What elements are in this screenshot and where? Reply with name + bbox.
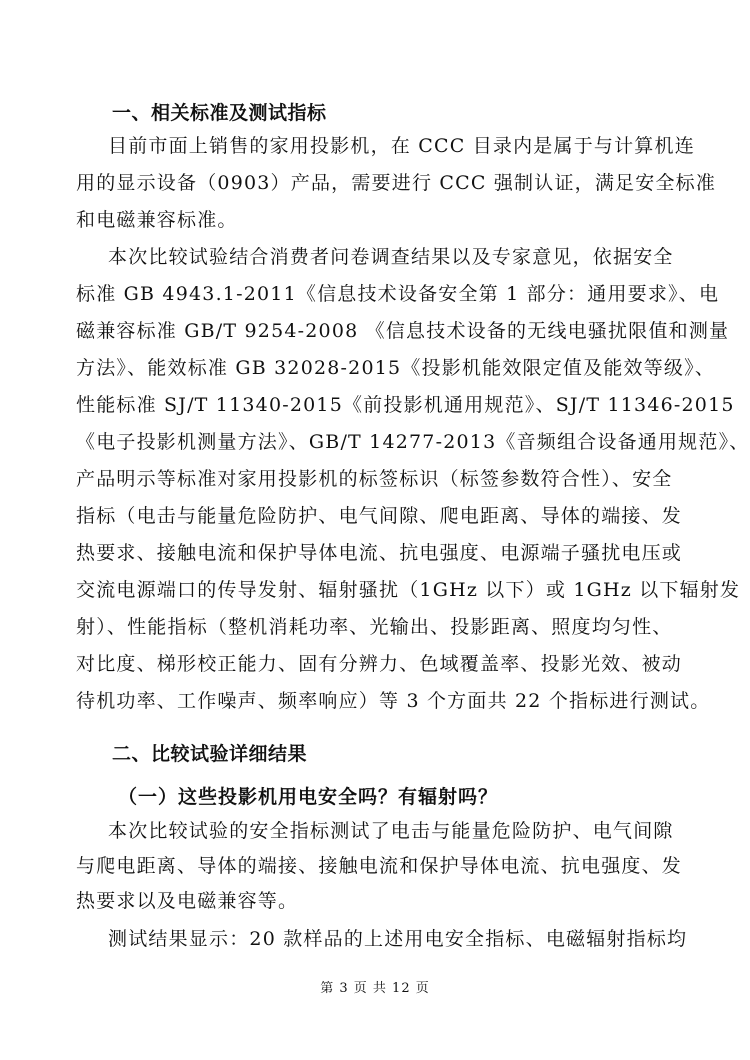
text-line: 对比度、梯形校正能力、固有分辨力、色域覆盖率、投影光效、被动 — [76, 653, 683, 675]
text-line: 本次比较试验的安全指标测试了电击与能量危险防护、电气间隙 — [108, 820, 674, 842]
section-2-subheading: （一）这些投影机用电安全吗？有辐射吗？ — [118, 786, 499, 808]
text-line: 热要求、接触电流和保护导体电流、抗电强度、电源端子骚扰电压或 — [76, 542, 683, 564]
text-line: 标准 GB 4943.1-2011《信息技术设备安全第 1 部分：通用要求》、电 — [76, 283, 720, 305]
text-line: 热要求以及电磁兼容等。 — [76, 890, 299, 912]
text-line: 指标（电击与能量危险防护、电气间隙、爬电距离、导体的端接、发 — [76, 505, 683, 527]
text-line: 待机功率、工作噪声、频率响应）等 3 个方面共 22 个指标进行测试。 — [76, 690, 711, 712]
text-line: 性能标准 SJ/T 11340-2015《前投影机通用规范》、SJ/T 11346-2015 — [76, 394, 735, 416]
text-line: 产品明示等标准对家用投影机的标签标识（标签参数符合性）、安全 — [76, 468, 673, 490]
text-line: 《电子投影机测量方法》、GB/T 14277-2013《音频组合设备通用规范》、 — [76, 431, 750, 453]
page-number-footer: 第 3 页 共 12 页 — [320, 981, 430, 996]
text-line: 测试结果显示：20 款样品的上述用电安全指标、电磁辐射指标均 — [108, 928, 688, 950]
section-1-heading: 一、相关标准及测试指标 — [112, 102, 327, 124]
text-line: 方法》、能效标准 GB 32028-2015《投影机能效限定值及能效等级》、 — [76, 357, 716, 379]
section-2-heading: 二、比较试验详细结果 — [112, 743, 308, 765]
text-line: 与爬电距离、导体的端接、接触电流和保护导体电流、抗电强度、发 — [76, 855, 683, 877]
text-line: 磁兼容标准 GB/T 9254-2008 《信息技术设备的无线电骚扰限值和测量 — [76, 320, 730, 342]
text-line: 本次比较试验结合消费者问卷调查结果以及专家意见，依据安全 — [108, 246, 674, 268]
text-line: 目前市面上销售的家用投影机，在 CCC 目录内是属于与计算机连 — [108, 135, 695, 157]
text-line: 交流电源端口的传导发射、辐射骚扰（1GHz 以下）或 1GHz 以下辐射发 — [76, 579, 741, 601]
text-line: 和电磁兼容标准。 — [76, 209, 238, 231]
text-line: 射）、性能指标（整机消耗功率、光输出、投影距离、照度均匀性、 — [76, 616, 673, 638]
text-line: 用的显示设备（0903）产品，需要进行 CCC 强制认证，满足安全标准 — [76, 172, 717, 194]
